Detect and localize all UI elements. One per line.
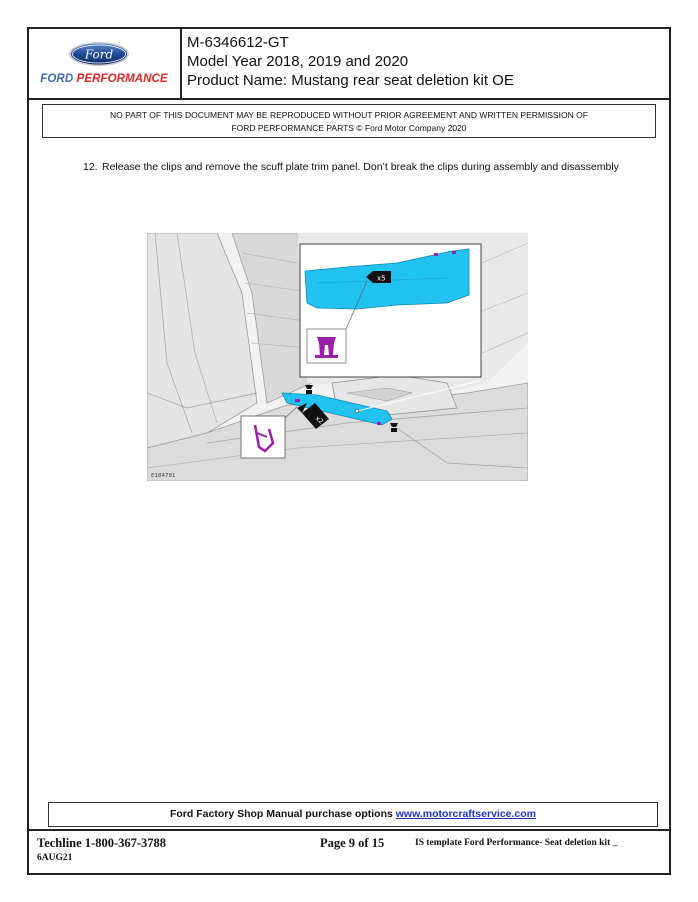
footer-divider: [29, 829, 669, 831]
ford-oval-wordmark: Ford: [84, 47, 114, 62]
header-title-block: [187, 33, 514, 90]
product-name: Product Name: Mustang rear seat deletion kit OE: [187, 72, 514, 89]
logo-word-ford: FORD: [40, 73, 74, 85]
step-number: 12.: [83, 161, 98, 173]
inset-panel-detail: [300, 244, 481, 377]
techline-phone: Techline 1-800-367-3788: [37, 836, 167, 850]
date-code: 6AUG21: [37, 853, 73, 863]
page-number: Page 9 of 15: [320, 836, 385, 850]
logo-word-performance: PERFORMANCE: [76, 73, 168, 85]
motorcraft-link[interactable]: www.motorcraftservice.com: [395, 808, 537, 820]
step-text: Release the clips and remove the scuff plate trim panel. Don’t break the clips during assembly and disassembly: [102, 161, 619, 173]
figure-id: E184781: [151, 473, 176, 479]
template-name: IS template Ford Performance- Seat deletion kit _: [415, 838, 618, 848]
document-header: [29, 29, 669, 100]
model-year: Model Year 2018, 2019 and 2020: [187, 53, 409, 70]
shop-manual-box: [48, 802, 658, 827]
callout-x5-label: x5: [377, 274, 386, 283]
shop-manual-text: Ford Factory Shop Manual purchase options: [169, 808, 393, 820]
ford-performance-logo: [29, 29, 182, 98]
notice-line-2: FORD PERFORMANCE PARTS © Ford Motor Company 2020: [231, 122, 467, 133]
scuff-plate-illustration: [147, 233, 528, 481]
ford-performance-wordmark: [34, 73, 174, 85]
notice-line-1: NO PART OF THIS DOCUMENT MAY BE REPRODUCED WITHOUT PRIOR AGREEMENT AND WRITTEN PERMISSION OF: [110, 110, 588, 120]
ford-oval-icon: [68, 41, 130, 67]
copyright-notice: [42, 104, 656, 138]
part-number: M-6346612-GT: [187, 34, 289, 51]
callout-x2-label: x2: [313, 414, 325, 426]
